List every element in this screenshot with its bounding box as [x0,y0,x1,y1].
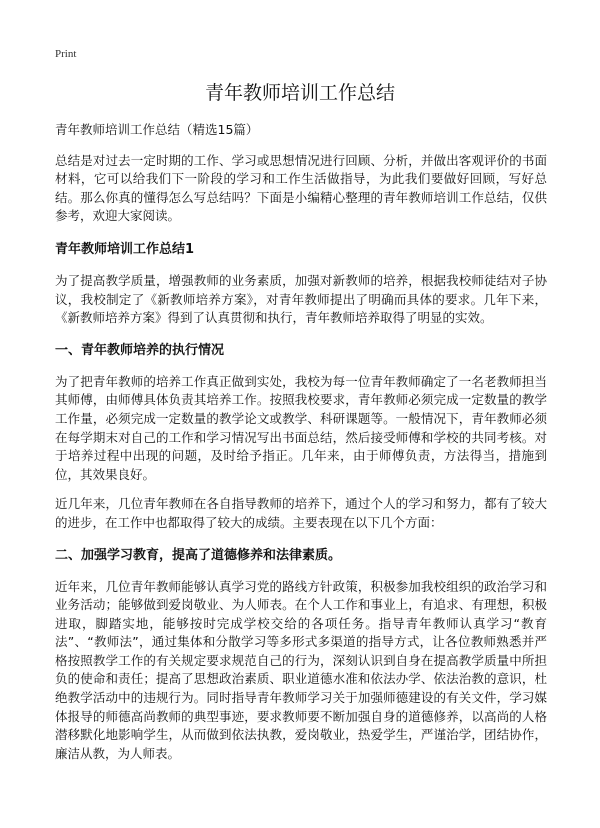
document-body [55,121,547,774]
document-title: 青年教师培训工作总结 [204,82,395,104]
print-label: Print [55,48,77,60]
part-heading-2: 二、加强学习教育，提高了道德修养和法律素质。 [55,547,342,563]
part-heading-1: 一、青年教师培养的执行情况 [55,342,225,358]
part1-paragraph-2: 近几年来，几位青年教师在各自指导教师的培养下，通过个人的学习和努力，都有了较大的进步，在工作中也都取得了较大的成绩。主要表现在以下几个方面： [55,496,547,530]
part2-paragraph-1: 近年来，几位青年教师能够认真学习党的路线方针政策，积极参加我校组织的政治学习和业务活动；能够做到爱岗敬业、为人师表。在个人工作和事业上，有追求、有理想，积极进取，脚踏实地，能够按时完成学校交给的各项任务。指导青年教师认真学习“教育法”、“教师法”，通过集体和分散学习等多形式多渠道的指导方式，让各位教师熟悉并严格按照教学工作的有关规定要求规范自己的行为，深刻认识到自身在提高教学质量中所担负的使命和责任；提高了思想政治素质、职业道德水准和依法办学、依法治教的意识，杜绝教学活动中的违规行为。同时指导青年教师学习关于加强师德建设的有关文件，学习媒体报导的师德高尚教师的典型事迹，要求教师要不断加强自身的道德修养，以高尚的人格潜移默化地影响学生，从而做到依法执教，爱岗敬业，热爱学生，严谨治学，团结协作，廉洁从教，为人师表。 [55,578,547,761]
part1-paragraph-1: 为了把青年教师的培养工作真正做到实处，我校为每一位青年教师确定了一名老教师担当其师傅，由师傅具体负责其培养工作。按照我校要求，青年教师必须完成一定数量的教学工作量，必须完成一定数量的教学论文或教学、科研课题等。一般情况下，青年教师必须在每学期末对自己的工作和学习情况写出书面总结，然后接受师傅和学校的共同考核。对于培养过程中出现的问题，及时给予指正。几年来，由于师傅负责，方法得当，措施到位，其效果良好。 [55,373,547,482]
document-subtitle: 青年教师培训工作总结（精选15篇） [55,122,259,137]
intro-paragraph: 总结是对过去一定时期的工作、学习或思想情况进行回顾、分析，并做出客观评价的书面材料，它可以给我们下一阶段的学习和工作生活做指导，为此我们要做好回顾，写好总结。那么你真的懂得怎么写总结吗？下面是小编精心整理的青年教师培训工作总结，仅供参考，欢迎大家阅读。 [55,152,547,224]
section-paragraph: 为了提高教学质量，增强教师的业务素质，加强对新教师的培养，根据我校师徒结对子协议，我校制定了《新教师培养方案》，对青年教师提出了明确而具体的要求。几年下来，《新教师培养方案》得到了认真贯彻和执行，青年教师培养取得了明显的实效。 [55,272,547,326]
section-heading: 青年教师培训工作总结1 [55,241,195,257]
